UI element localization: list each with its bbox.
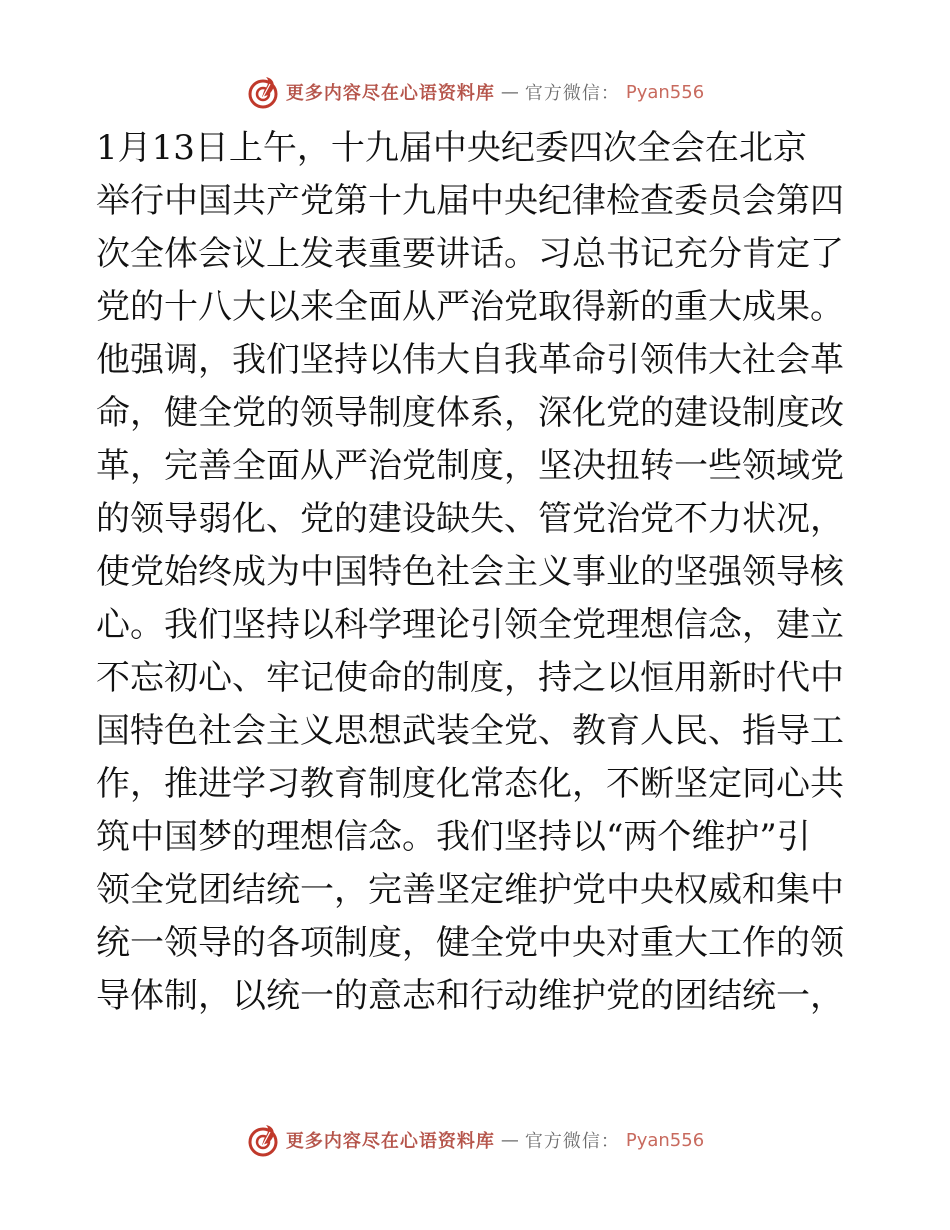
document-line: 次全体会议上发表重要讲话。习总书记充分肯定了 <box>96 234 844 274</box>
document-line: 国特色社会主义思想武装全党、教育人民、指导工 <box>96 711 844 751</box>
document-line: 筑中国梦的理想信念。我们坚持以“两个维护”引 <box>96 817 811 857</box>
banner-separator: — <box>500 1129 519 1151</box>
document-line: 统一领导的各项制度，健全党中央对重大工作的领 <box>96 923 844 963</box>
banner-wechat-id: Pyan556 <box>625 81 705 103</box>
document-line: 1月13日上午，十九届中央纪委四次全会在北京 <box>96 128 807 168</box>
banner-main-text: 更多内容尽在心语资料库 <box>285 1131 495 1152</box>
banner-separator: — <box>500 81 519 103</box>
quill-logo-icon <box>246 1123 280 1157</box>
document-line: 的领导弱化、党的建设缺失、管党治党不力状况， <box>96 499 844 539</box>
banner-wechat-label: 官方微信： <box>524 83 620 104</box>
header-banner <box>0 72 950 112</box>
document-line: 党的十八大以来全面从严治党取得新的重大成果。 <box>96 287 844 327</box>
document-line: 举行中国共产党第十九届中央纪律检查委员会第四 <box>96 181 844 221</box>
document-line: 领全党团结统一，完善坚定维护党中央权威和集中 <box>96 870 844 910</box>
quill-logo-icon <box>246 75 280 109</box>
document-line: 心。我们坚持以科学理论引领全党理想信念，建立 <box>96 605 844 645</box>
banner-wechat-label: 官方微信： <box>524 1131 620 1152</box>
document-line: 不忘初心、牢记使命的制度，持之以恒用新时代中 <box>96 658 844 698</box>
document-line: 导体制，以统一的意志和行动维护党的团结统一， <box>96 976 844 1016</box>
document-line: 革，完善全面从严治党制度，坚决扭转一些领域党 <box>96 446 844 486</box>
document-line: 使党始终成为中国特色社会主义事业的坚强领导核 <box>96 552 844 592</box>
document-body <box>96 122 854 1023</box>
banner-wechat-id: Pyan556 <box>625 1129 705 1151</box>
document-line: 他强调，我们坚持以伟大自我革命引领伟大社会革 <box>96 340 844 380</box>
document-line: 命，健全党的领导制度体系，深化党的建设制度改 <box>96 393 844 433</box>
banner-main-text: 更多内容尽在心语资料库 <box>285 83 495 104</box>
document-line: 作，推进学习教育制度化常态化，不断坚定同心共 <box>96 764 844 804</box>
footer-banner <box>0 1120 950 1160</box>
